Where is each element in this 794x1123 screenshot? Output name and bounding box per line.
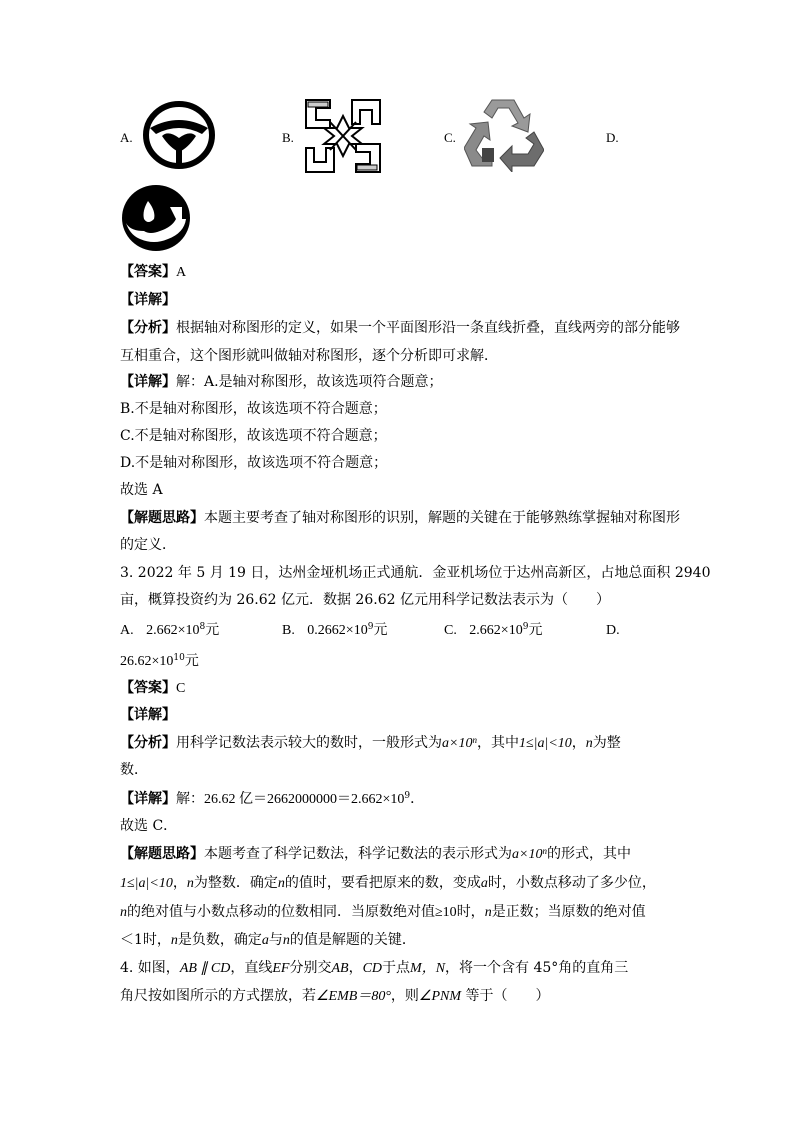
formula: EF xyxy=(272,961,290,976)
q3-detail-heading xyxy=(120,705,176,725)
stem-text: ，直线 xyxy=(230,960,273,976)
option-base: 2.662×10 xyxy=(146,623,200,638)
option-label: C. xyxy=(444,623,457,638)
thinking-label: 【解题思路】 xyxy=(120,846,204,862)
thinking-text: 时，小数点移动了多少位， xyxy=(487,875,656,891)
stem-text: 4. 如图， xyxy=(120,960,180,976)
q3-analysis-line1 xyxy=(120,733,621,754)
analysis-text: ， xyxy=(571,735,586,751)
answer-value: A xyxy=(176,265,187,280)
q4-stem-line1 xyxy=(120,958,628,979)
formula: ∠EMB＝80° xyxy=(316,989,391,1004)
option-base: 26.62×10 xyxy=(120,654,174,669)
q2-detail-line3: C.不是轴对称图形，故该选项不符合题意； xyxy=(120,428,387,444)
q3-answer-line xyxy=(120,678,185,699)
detail-text: 解： xyxy=(176,791,204,807)
thinking-text: 的值时，要看把原来的数，变成 xyxy=(284,875,481,891)
formula: AB xyxy=(331,961,349,976)
formula: 1≤|a|<10 xyxy=(518,736,572,751)
thinking-text: 是负数，确定 xyxy=(177,932,262,948)
detail-text: 解：A.是轴对称图形，故该选项符合题意； xyxy=(176,374,443,390)
stem-text: 等于（ ） xyxy=(461,988,550,1004)
stem-text: 分别交 xyxy=(289,960,332,976)
thinking-text: 本题主要考查了轴对称图形的识别，解题的关键在于能够熟练掌握轴对称图形 xyxy=(204,510,680,526)
thinking-text: 的绝对值与小数点移动的位数相同．当原数绝对值 xyxy=(127,904,435,920)
q3-detail-line1 xyxy=(120,789,424,810)
formula-exp: n xyxy=(472,735,477,745)
formula: a×10 xyxy=(512,847,543,862)
q2-analysis-line1 xyxy=(120,318,680,338)
q3-thinking-line4 xyxy=(120,930,416,951)
q3-stem-line2: 亩，概算投资约为 26.62 亿元．数据 26.62 亿元用科学记数法表示为（ ） xyxy=(120,592,610,608)
option-b-figure xyxy=(304,98,382,174)
stem-text: ， xyxy=(348,960,363,976)
thinking-text: ＜1时， xyxy=(120,932,171,948)
answer-value: C xyxy=(176,681,186,696)
detail-label: 【详解】 xyxy=(120,292,176,308)
formula: ∠PNM xyxy=(418,989,462,1004)
formula: 1≤|a|<10 xyxy=(120,876,173,891)
q2-detail-line1 xyxy=(120,372,443,392)
option-base: 0.2662×10 xyxy=(307,623,368,638)
option-d-label: D. xyxy=(606,130,619,145)
thinking-text: 是正数；当原数的绝对值 xyxy=(491,904,646,920)
thinking-text: 为整数．确定 xyxy=(193,875,278,891)
q4-stem-line2 xyxy=(120,986,549,1007)
option-exp: 8 xyxy=(199,622,206,632)
option-d-figure xyxy=(120,183,192,253)
analysis-text: 根据轴对称图形的定义，如果一个平面图形沿一条直线折叠，直线两旁的部分能够 xyxy=(176,320,680,336)
var-n: n xyxy=(282,933,290,948)
q2-answer-line xyxy=(120,262,186,283)
option-label: A. xyxy=(120,623,134,638)
var-n: n xyxy=(120,905,127,920)
detail-label: 【详解】 xyxy=(120,707,176,723)
option-label: D. xyxy=(606,623,620,638)
q2-detail-line4: D.不是轴对称图形，故该选项不符合题意； xyxy=(120,455,388,471)
q3-option-d-label xyxy=(606,620,620,641)
option-c-figure xyxy=(464,96,544,172)
formula: ≥10 xyxy=(435,905,457,920)
option-exp: 10 xyxy=(173,653,185,663)
q2-detail-heading xyxy=(120,290,176,310)
option-b-label: B. xyxy=(282,130,294,145)
q3-stem-line1: 3. 2022 年 5 月 19 日，达州金垭机场正式通航．金亚机场位于达州高新区，占地总面积 2940 xyxy=(120,565,711,581)
var-n: n xyxy=(585,736,593,751)
stem-text: ，则 xyxy=(390,988,419,1004)
thinking-text: ， xyxy=(172,875,187,891)
stem-text: ，将一个含有 45°角的直角三 xyxy=(445,960,629,976)
q3-option-d xyxy=(120,651,199,672)
q3-option-c xyxy=(444,620,542,641)
detail-tag: 【详解】 xyxy=(120,374,176,390)
thinking-text: 时， xyxy=(456,904,485,920)
thinking-text: 的形式，其中 xyxy=(546,846,631,862)
stem-text: 角尺按如图所示的方式摆放，若 xyxy=(120,988,316,1004)
option-exp: 9 xyxy=(367,622,374,632)
option-c-label: C. xyxy=(444,130,456,145)
option-label: B. xyxy=(282,623,295,638)
thinking-text: 本题考查了科学记数法，科学记数法的表示形式为 xyxy=(204,846,512,862)
option-unit: 元 xyxy=(184,653,199,669)
var-n: n xyxy=(484,905,492,920)
q3-option-b xyxy=(282,620,387,641)
analysis-text: 用科学记数法表示较大的数时，一般形式为 xyxy=(176,735,442,751)
option-unit: 元 xyxy=(205,622,220,638)
q2-detail-line2: B.不是轴对称图形，故该选项不符合题意； xyxy=(120,401,387,417)
q3-analysis-line2: 数． xyxy=(120,762,148,778)
detail-text: ． xyxy=(410,791,425,807)
stem-text: 于点 xyxy=(382,960,411,976)
option-unit: 元 xyxy=(528,622,543,638)
formula: 26.62 亿＝2662000000＝2.662×10 xyxy=(204,792,405,807)
var-n: n xyxy=(186,876,194,891)
var-n: n xyxy=(277,876,285,891)
q3-choose: 故选 C． xyxy=(120,818,178,834)
q2-thinking-line2: 的定义． xyxy=(120,537,176,553)
option-exp: 9 xyxy=(522,622,529,632)
formula: a×10 xyxy=(442,736,473,751)
q3-thinking-line2 xyxy=(120,873,656,894)
answer-label: 【答案】 xyxy=(120,264,176,280)
thinking-text: 与 xyxy=(268,932,283,948)
q3-thinking-line1 xyxy=(120,844,631,865)
thinking-label: 【解题思路】 xyxy=(120,510,204,526)
analysis-label: 【分析】 xyxy=(120,320,176,336)
analysis-label: 【分析】 xyxy=(120,735,176,751)
option-unit: 元 xyxy=(373,622,388,638)
option-a-figure xyxy=(142,100,216,170)
option-base: 2.662×10 xyxy=(469,623,523,638)
formula: CD xyxy=(362,961,383,976)
var-a: a xyxy=(261,933,269,948)
var-a: a xyxy=(480,876,488,891)
analysis-text: 为整 xyxy=(592,735,621,751)
formula: AB ∥ CD xyxy=(179,961,231,976)
var-n: n xyxy=(170,933,178,948)
formula-exp: n xyxy=(542,846,547,856)
thinking-text: 的值是解题的关键． xyxy=(289,932,416,948)
formula-exp: 9 xyxy=(404,791,411,801)
q2-thinking-line1 xyxy=(120,508,680,528)
q2-analysis-line2: 互相重合，这个图形就叫做轴对称图形，逐个分析即可求解． xyxy=(120,348,498,364)
option-a-label: A. xyxy=(120,130,133,145)
q2-choose: 故选 A xyxy=(120,482,163,498)
analysis-text: ，其中 xyxy=(476,735,519,751)
formula: M，N xyxy=(410,961,446,976)
q3-thinking-line3 xyxy=(120,902,646,923)
q3-option-a xyxy=(120,620,219,641)
detail-tag: 【详解】 xyxy=(120,791,176,807)
answer-label: 【答案】 xyxy=(120,680,176,696)
